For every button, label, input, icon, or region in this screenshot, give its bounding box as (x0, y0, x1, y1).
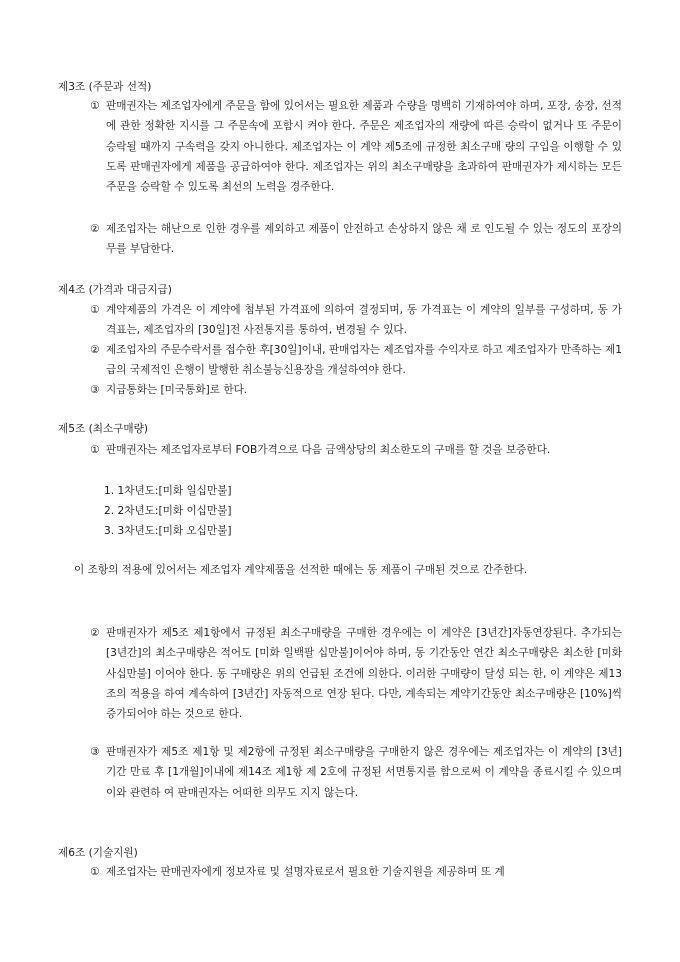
minimum-purchase-year-3: 3. 3차년도:[미화 오십만불] (104, 525, 232, 537)
article-3-item-2 (90, 219, 622, 260)
article-5-item-2 (90, 623, 622, 724)
circled-number-1: ① (90, 866, 100, 878)
article-5-item-1-text: 판매권자는 제조업자로부터 FOB가격으로 다음 금액상당의 최소한도의 구매를 할 것을 보증한다. (106, 444, 551, 456)
article-3-title: 제3조 (주문과 선적) (58, 81, 152, 93)
article-4-item-2 (90, 340, 622, 381)
article-3-item-1-text: 판매권자는 제조업자에게 주문을 함에 있어서는 필요한 제품과 수량을 명백히 기재하여야 하며, 포장, 송장, 선적에 관한 정확한 지시를 그 주문속에 포함시 켜야 한다. 주문은 제조업자의 재량에 따른 승락이 없거나 또 주문이 승락될 때까지 구속력을 갖지 아니한다. 제조업자는 이 계약 제5조에 규정한 최소구매 량의 구입을 이행할 수 있도록 판매권자에게 제품을 공급하여야 한다. 제조업자는 위의 최소구매량을 초과하여 판매권자가 제시하는 모든 주문을 승락할 수 있도록 최선의 노력을 경주한다. (106, 100, 622, 194)
article-6-title: 제6조 (기술지원) (58, 847, 138, 859)
article-5-item-1 (90, 440, 622, 460)
minimum-purchase-year-1: 1. 1차년도:[미화 일십만불] (104, 485, 232, 497)
article-4-item-1 (90, 300, 622, 341)
article-6-item-1 (90, 862, 622, 882)
article-3-item-2-text: 제조업자는 해난으로 인한 경우를 제외하고 제품이 안전하고 손상하지 않은 채 로 인도될 수 있는 정도의 포장의무를 부담한다. (106, 223, 622, 256)
article-6-item-1-text: 제조업자는 판매권자에게 정보자료 및 설명자료로서 필요한 기술지원을 제공하며 또 계 (106, 866, 505, 878)
article-5-item-3 (90, 742, 622, 803)
circled-number-1: ① (90, 304, 100, 316)
article-4-item-2-text: 제조업자의 주문수락서를 접수한 후[30일]이내, 판매업자는 제조업자를 수익자로 하고 제조업자가 만족하는 제1급의 국제적인 은행이 발행한 취소불능신용장을 개설하여야 한다. (106, 344, 622, 377)
circled-number-3: ③ (90, 384, 100, 396)
article-5-note: 이 조항의 적용에 있어서는 제조업자 계약제품을 선적한 때에는 동 제품이 구매된 것으로 간주한다. (74, 564, 528, 576)
minimum-purchase-year-2: 2. 2차년도:[미화 이십만불] (104, 505, 232, 517)
circled-number-2: ② (90, 344, 100, 356)
article-4-title: 제4조 (가격과 대금지급) (58, 284, 172, 296)
article-5-item-2-text: 판매권자가 제5조 제1항에서 규정된 최소구매량을 구매한 경우에는 이 계약은 [3년간]자동연장된다. 추가되는 [3년간]의 최소구매량은 적어도 [미화 일백팔 십만불]이어야 하며, 동 기간동안 연간 최소구매량은 최소한 [미화 사십만불] 이어야 한다. 동 구매량은 위의 언급된 조건에 의한다. 이러한 구매량이 달성 되는 한, 이 계약은 제13조의 적용을 하여 계속하여 [3년간] 자동적으로 연장 된다. 다만, 계속되는 계약기간동안 최소구매량은 [10%]씩 증가되어야 하는 것으로 한다. (106, 627, 622, 721)
circled-number-2: ② (90, 627, 100, 639)
circled-number-1: ① (90, 100, 100, 112)
article-4-item-3-text: 지급통화는 [미국통화]로 한다. (106, 384, 248, 396)
article-5-title: 제5조 (최소구매량) (58, 423, 149, 435)
article-5-item-3-text: 판매권자가 제5조 제1항 및 제2항에 규정된 최소구매량을 구매한지 않은 경우에는 제조업자는 이 계약의 [3년]기간 만료 후 [1개월]이내에 제14조 제1항 제 2호에 규정된 서면통지를 함으로써 이 계약을 종료시킬 수 있으며 이와 관련하 여 판매권자는 어떠한 의무도 지지 않는다. (106, 746, 622, 799)
article-3-item-1 (90, 96, 622, 197)
circled-number-2: ② (90, 223, 100, 235)
circled-number-1: ① (90, 444, 100, 456)
article-4-item-3 (90, 380, 622, 400)
circled-number-3: ③ (90, 746, 100, 758)
article-4-item-1-text: 계약제품의 가격은 이 계약에 첨부된 가격표에 의하여 결정되며, 동 가격표는 이 계약의 일부를 구성하며, 동 가격표는, 제조업자의 [30일]전 사전통지를 통하여, 변경될 수 있다. (106, 304, 622, 337)
